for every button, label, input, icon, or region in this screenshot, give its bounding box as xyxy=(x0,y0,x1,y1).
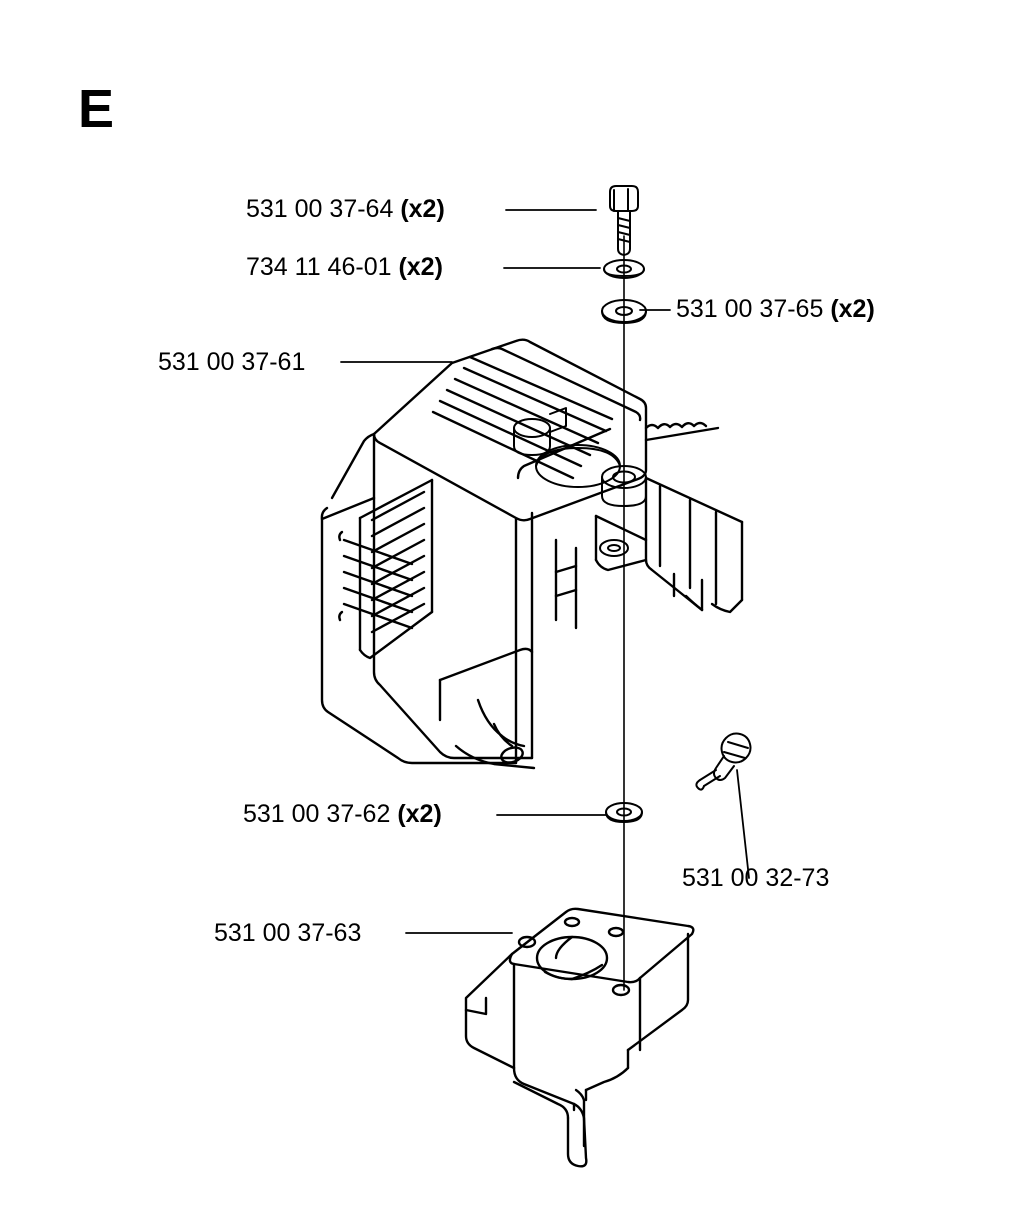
callout-531-00-37-63 xyxy=(214,921,361,946)
part-number-label: 531 00 37-65 xyxy=(676,295,824,323)
callout-531-00-37-61 xyxy=(158,350,305,375)
part-quantity-label: (x2) xyxy=(830,295,875,323)
part-screw-small xyxy=(696,734,750,790)
part-number-label: 531 00 37-64 xyxy=(246,195,394,223)
part-number-label: 531 00 37-63 xyxy=(214,919,362,947)
callout-531-00-37-64 xyxy=(246,197,445,222)
callout-531-00-37-65 xyxy=(676,297,875,322)
part-number-label: 531 00 37-61 xyxy=(158,348,306,376)
part-bracket xyxy=(466,909,693,1167)
part-quantity-label: (x2) xyxy=(397,800,442,828)
page-title: E xyxy=(78,79,115,139)
part-number-label: 531 00 32-73 xyxy=(682,864,830,892)
callout-531-00-37-62 xyxy=(243,802,442,827)
part-quantity-label: (x2) xyxy=(398,253,443,281)
part-muffler-cover xyxy=(322,340,742,768)
callout-531-00-32-73 xyxy=(682,866,829,891)
callout-734-11-46-01 xyxy=(246,255,443,280)
part-number-label: 734 11 46-01 xyxy=(246,253,392,281)
part-quantity-label: (x2) xyxy=(400,195,445,223)
part-number-label: 531 00 37-62 xyxy=(243,800,391,828)
